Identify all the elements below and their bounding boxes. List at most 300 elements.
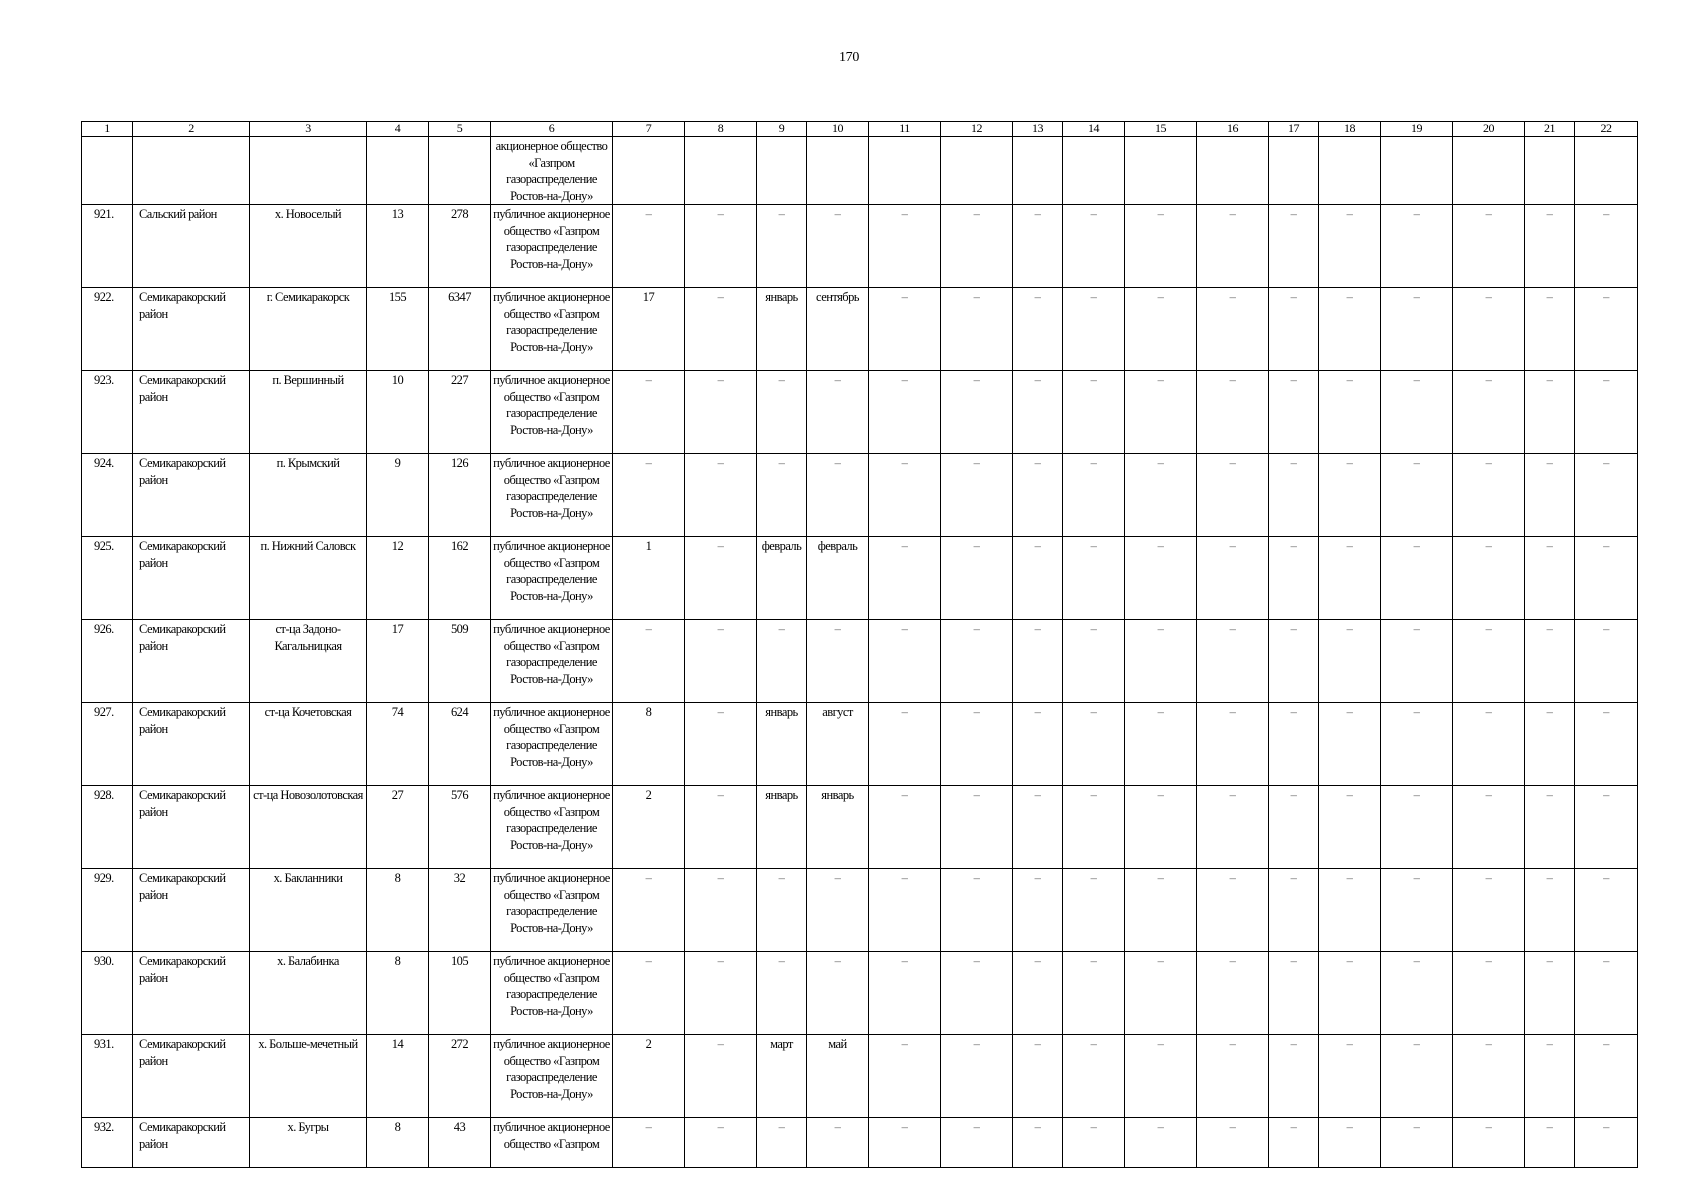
- empty-value-cell: –: [1453, 1035, 1525, 1118]
- value-cell: 2: [613, 1035, 685, 1118]
- empty-value-cell: –: [1319, 288, 1381, 371]
- table-row: [82, 620, 1638, 703]
- settlement-cell: ст-ца Кочетовская: [250, 703, 367, 786]
- value-cell: –: [613, 454, 685, 537]
- empty-value-cell: –: [1381, 371, 1453, 454]
- empty-value-cell: –: [1575, 952, 1638, 1035]
- table-cell: [367, 137, 429, 205]
- settlement-cell: п. Крымский: [250, 454, 367, 537]
- row-number-cell: 926.: [82, 620, 133, 703]
- empty-value-cell: –: [1525, 1118, 1575, 1168]
- column-number: 18: [1319, 122, 1381, 137]
- empty-value-cell: –: [1063, 620, 1125, 703]
- page-number: 170: [838, 50, 860, 65]
- empty-value-cell: –: [1013, 786, 1063, 869]
- empty-value-cell: –: [1125, 288, 1197, 371]
- empty-value-cell: –: [1575, 454, 1638, 537]
- table-cell: [133, 137, 250, 205]
- empty-value-cell: –: [1319, 371, 1381, 454]
- column-number-row: [82, 122, 1638, 137]
- empty-value-cell: –: [1125, 620, 1197, 703]
- quantity-cell: 162: [429, 537, 491, 620]
- start-month-cell: –: [757, 371, 807, 454]
- row-number-cell: 930.: [82, 952, 133, 1035]
- empty-value-cell: –: [1575, 620, 1638, 703]
- column-number: 8: [685, 122, 757, 137]
- settlement-cell: х. Балабинка: [250, 952, 367, 1035]
- empty-value-cell: –: [1063, 952, 1125, 1035]
- column-number: 5: [429, 122, 491, 137]
- end-month-cell: –: [807, 952, 869, 1035]
- count-cell: 14: [367, 1035, 429, 1118]
- empty-value-cell: –: [1575, 1035, 1638, 1118]
- column-number: 17: [1269, 122, 1319, 137]
- empty-value-cell: –: [1197, 205, 1269, 288]
- empty-value-cell: –: [1381, 620, 1453, 703]
- table-cell: [1575, 137, 1638, 205]
- end-month-cell: сентябрь: [807, 288, 869, 371]
- value-cell: 8: [613, 703, 685, 786]
- empty-value-cell: –: [1125, 205, 1197, 288]
- empty-value-cell: –: [1381, 288, 1453, 371]
- empty-value-cell: –: [1381, 454, 1453, 537]
- column-number: 21: [1525, 122, 1575, 137]
- end-month-cell: –: [807, 620, 869, 703]
- quantity-cell: 43: [429, 1118, 491, 1168]
- owner-cell: публичное акционерное общество «Газпром: [491, 1118, 613, 1168]
- empty-value-cell: –: [1269, 620, 1319, 703]
- count-cell: 17: [367, 620, 429, 703]
- owner-cell: акционерное общество «Газпром газораспределение Ростов-на-Дону»: [491, 137, 613, 205]
- empty-value-cell: –: [1381, 205, 1453, 288]
- district-cell: Семикаракорский район: [133, 371, 250, 454]
- start-month-cell: –: [757, 205, 807, 288]
- start-month-cell: –: [757, 952, 807, 1035]
- table-cell: [1381, 137, 1453, 205]
- table-cell: [429, 137, 491, 205]
- owner-cell: публичное акционерное общество «Газпром газораспределение Ростов-на-Дону»: [491, 786, 613, 869]
- empty-value-cell: –: [1063, 205, 1125, 288]
- count-cell: 12: [367, 537, 429, 620]
- empty-value-cell: –: [869, 620, 941, 703]
- value-cell: –: [613, 952, 685, 1035]
- quantity-cell: 105: [429, 952, 491, 1035]
- empty-value-cell: –: [869, 1118, 941, 1168]
- empty-value-cell: –: [1269, 454, 1319, 537]
- settlement-cell: п. Вершинный: [250, 371, 367, 454]
- count-cell: 8: [367, 1118, 429, 1168]
- empty-value-cell: –: [1125, 869, 1197, 952]
- empty-value-cell: –: [1575, 1118, 1638, 1168]
- district-cell: Семикаракорский район: [133, 537, 250, 620]
- empty-value-cell: –: [1453, 1118, 1525, 1168]
- empty-value-cell: –: [1319, 454, 1381, 537]
- empty-value-cell: –: [1063, 1035, 1125, 1118]
- value-cell: –: [685, 205, 757, 288]
- value-cell: 2: [613, 786, 685, 869]
- empty-value-cell: –: [1525, 703, 1575, 786]
- owner-cell: публичное акционерное общество «Газпром газораспределение Ростов-на-Дону»: [491, 952, 613, 1035]
- empty-value-cell: –: [1381, 786, 1453, 869]
- empty-value-cell: –: [941, 454, 1013, 537]
- district-cell: Семикаракорский район: [133, 620, 250, 703]
- empty-value-cell: –: [1197, 869, 1269, 952]
- empty-value-cell: –: [869, 288, 941, 371]
- empty-value-cell: –: [1319, 952, 1381, 1035]
- column-number: 11: [869, 122, 941, 137]
- empty-value-cell: –: [1013, 537, 1063, 620]
- count-cell: 155: [367, 288, 429, 371]
- value-cell: –: [685, 454, 757, 537]
- empty-value-cell: –: [1125, 371, 1197, 454]
- empty-value-cell: –: [1381, 952, 1453, 1035]
- empty-value-cell: –: [1125, 1035, 1197, 1118]
- owner-cell: публичное акционерное общество «Газпром газораспределение Ростов-на-Дону»: [491, 454, 613, 537]
- empty-value-cell: –: [1319, 869, 1381, 952]
- district-cell: Семикаракорский район: [133, 288, 250, 371]
- empty-value-cell: –: [869, 1035, 941, 1118]
- empty-value-cell: –: [1269, 703, 1319, 786]
- table-cell: [1453, 137, 1525, 205]
- value-cell: –: [613, 1118, 685, 1168]
- empty-value-cell: –: [1197, 1118, 1269, 1168]
- table-row: [82, 1118, 1638, 1168]
- empty-value-cell: –: [1013, 869, 1063, 952]
- table-row: [82, 454, 1638, 537]
- empty-value-cell: –: [1575, 786, 1638, 869]
- empty-value-cell: –: [1063, 288, 1125, 371]
- column-number: 4: [367, 122, 429, 137]
- end-month-cell: –: [807, 371, 869, 454]
- empty-value-cell: –: [1525, 371, 1575, 454]
- value-cell: –: [685, 620, 757, 703]
- empty-value-cell: –: [941, 1118, 1013, 1168]
- empty-value-cell: –: [1197, 620, 1269, 703]
- empty-value-cell: –: [1013, 620, 1063, 703]
- start-month-cell: –: [757, 1118, 807, 1168]
- empty-value-cell: –: [941, 703, 1013, 786]
- table-cell: [1525, 137, 1575, 205]
- empty-value-cell: –: [1453, 786, 1525, 869]
- empty-value-cell: –: [941, 952, 1013, 1035]
- table-cell: [941, 137, 1013, 205]
- table-cell: [807, 137, 869, 205]
- table-cell: [613, 137, 685, 205]
- empty-value-cell: –: [1453, 288, 1525, 371]
- owner-cell: публичное акционерное общество «Газпром газораспределение Ростов-на-Дону»: [491, 205, 613, 288]
- value-cell: 17: [613, 288, 685, 371]
- empty-value-cell: –: [869, 786, 941, 869]
- empty-value-cell: –: [1197, 952, 1269, 1035]
- start-month-cell: январь: [757, 786, 807, 869]
- value-cell: –: [685, 703, 757, 786]
- row-number-cell: 927.: [82, 703, 133, 786]
- empty-value-cell: –: [1197, 786, 1269, 869]
- column-number: 12: [941, 122, 1013, 137]
- column-number: 20: [1453, 122, 1525, 137]
- empty-value-cell: –: [1525, 620, 1575, 703]
- end-month-cell: –: [807, 205, 869, 288]
- empty-value-cell: –: [1575, 703, 1638, 786]
- district-cell: Семикаракорский район: [133, 1035, 250, 1118]
- quantity-cell: 6347: [429, 288, 491, 371]
- table-row: [82, 1035, 1638, 1118]
- empty-value-cell: –: [941, 288, 1013, 371]
- count-cell: 9: [367, 454, 429, 537]
- empty-value-cell: –: [1063, 371, 1125, 454]
- quantity-cell: 509: [429, 620, 491, 703]
- empty-value-cell: –: [1525, 288, 1575, 371]
- empty-value-cell: –: [1269, 952, 1319, 1035]
- end-month-cell: май: [807, 1035, 869, 1118]
- empty-value-cell: –: [1063, 786, 1125, 869]
- empty-value-cell: –: [1319, 1035, 1381, 1118]
- settlement-cell: г. Семикаракорск: [250, 288, 367, 371]
- column-number: 2: [133, 122, 250, 137]
- empty-value-cell: –: [1453, 952, 1525, 1035]
- row-number-cell: 931.: [82, 1035, 133, 1118]
- quantity-cell: 126: [429, 454, 491, 537]
- row-number-cell: 929.: [82, 869, 133, 952]
- start-month-cell: январь: [757, 703, 807, 786]
- empty-value-cell: –: [1381, 1118, 1453, 1168]
- empty-value-cell: –: [1013, 703, 1063, 786]
- empty-value-cell: –: [869, 537, 941, 620]
- value-cell: –: [685, 1118, 757, 1168]
- empty-value-cell: –: [941, 869, 1013, 952]
- value-cell: –: [685, 537, 757, 620]
- empty-value-cell: –: [1319, 620, 1381, 703]
- start-month-cell: –: [757, 620, 807, 703]
- empty-value-cell: –: [1125, 454, 1197, 537]
- table-cell: [685, 137, 757, 205]
- empty-value-cell: –: [1197, 454, 1269, 537]
- count-cell: 8: [367, 952, 429, 1035]
- empty-value-cell: –: [1269, 1118, 1319, 1168]
- column-number: 22: [1575, 122, 1638, 137]
- row-number-cell: 925.: [82, 537, 133, 620]
- value-cell: 1: [613, 537, 685, 620]
- owner-cell: публичное акционерное общество «Газпром газораспределение Ростов-на-Дону»: [491, 869, 613, 952]
- empty-value-cell: –: [1269, 371, 1319, 454]
- empty-value-cell: –: [1063, 869, 1125, 952]
- settlement-cell: х. Новоселый: [250, 205, 367, 288]
- column-number: 16: [1197, 122, 1269, 137]
- settlement-cell: п. Нижний Саловск: [250, 537, 367, 620]
- start-month-cell: –: [757, 454, 807, 537]
- row-number-cell: 923.: [82, 371, 133, 454]
- empty-value-cell: –: [1381, 1035, 1453, 1118]
- count-cell: 13: [367, 205, 429, 288]
- empty-value-cell: –: [1269, 869, 1319, 952]
- value-cell: –: [685, 1035, 757, 1118]
- empty-value-cell: –: [869, 952, 941, 1035]
- value-cell: –: [613, 205, 685, 288]
- start-month-cell: –: [757, 869, 807, 952]
- district-cell: Семикаракорский район: [133, 952, 250, 1035]
- row-number-cell: 922.: [82, 288, 133, 371]
- table-row: [82, 786, 1638, 869]
- empty-value-cell: –: [1319, 205, 1381, 288]
- empty-value-cell: –: [1575, 205, 1638, 288]
- empty-value-cell: –: [1319, 703, 1381, 786]
- empty-value-cell: –: [1381, 703, 1453, 786]
- end-month-cell: –: [807, 454, 869, 537]
- empty-value-cell: –: [1525, 454, 1575, 537]
- end-month-cell: январь: [807, 786, 869, 869]
- empty-value-cell: –: [1525, 537, 1575, 620]
- table-cell: [757, 137, 807, 205]
- table-cell: [82, 137, 133, 205]
- table-cell: [1125, 137, 1197, 205]
- empty-value-cell: –: [1063, 703, 1125, 786]
- owner-cell: публичное акционерное общество «Газпром газораспределение Ростов-на-Дону»: [491, 1035, 613, 1118]
- settlement-cell: х. Бакланники: [250, 869, 367, 952]
- empty-value-cell: –: [1319, 1118, 1381, 1168]
- column-number: 13: [1013, 122, 1063, 137]
- empty-value-cell: –: [1381, 537, 1453, 620]
- empty-value-cell: –: [1125, 786, 1197, 869]
- empty-value-cell: –: [1269, 537, 1319, 620]
- empty-value-cell: –: [1197, 1035, 1269, 1118]
- quantity-cell: 624: [429, 703, 491, 786]
- empty-value-cell: –: [1063, 454, 1125, 537]
- empty-value-cell: –: [1269, 288, 1319, 371]
- quantity-cell: 32: [429, 869, 491, 952]
- value-cell: –: [613, 869, 685, 952]
- empty-value-cell: –: [1525, 1035, 1575, 1118]
- empty-value-cell: –: [1575, 537, 1638, 620]
- owner-cell: публичное акционерное общество «Газпром газораспределение Ростов-на-Дону»: [491, 620, 613, 703]
- column-number: 9: [757, 122, 807, 137]
- column-number: 6: [491, 122, 613, 137]
- row-number-cell: 921.: [82, 205, 133, 288]
- empty-value-cell: –: [1013, 288, 1063, 371]
- count-cell: 74: [367, 703, 429, 786]
- empty-value-cell: –: [1269, 786, 1319, 869]
- column-number: 10: [807, 122, 869, 137]
- value-cell: –: [613, 371, 685, 454]
- empty-value-cell: –: [1125, 952, 1197, 1035]
- value-cell: –: [685, 288, 757, 371]
- owner-cell: публичное акционерное общество «Газпром газораспределение Ростов-на-Дону»: [491, 371, 613, 454]
- end-month-cell: –: [807, 1118, 869, 1168]
- empty-value-cell: –: [1525, 205, 1575, 288]
- empty-value-cell: –: [1319, 537, 1381, 620]
- table-cell: [1063, 137, 1125, 205]
- empty-value-cell: –: [1063, 1118, 1125, 1168]
- district-cell: Семикаракорский район: [133, 703, 250, 786]
- empty-value-cell: –: [941, 1035, 1013, 1118]
- empty-value-cell: –: [1013, 1118, 1063, 1168]
- column-number: 3: [250, 122, 367, 137]
- empty-value-cell: –: [1013, 371, 1063, 454]
- value-cell: –: [685, 869, 757, 952]
- table-row: [82, 869, 1638, 952]
- column-number: 19: [1381, 122, 1453, 137]
- empty-value-cell: –: [1453, 371, 1525, 454]
- empty-value-cell: –: [1013, 1035, 1063, 1118]
- count-cell: 27: [367, 786, 429, 869]
- owner-cell: публичное акционерное общество «Газпром газораспределение Ростов-на-Дону»: [491, 537, 613, 620]
- empty-value-cell: –: [869, 205, 941, 288]
- empty-value-cell: –: [941, 205, 1013, 288]
- empty-value-cell: –: [1453, 205, 1525, 288]
- table-row: [82, 537, 1638, 620]
- empty-value-cell: –: [1269, 1035, 1319, 1118]
- register-table: [81, 121, 1638, 1168]
- empty-value-cell: –: [869, 371, 941, 454]
- row-number-cell: 932.: [82, 1118, 133, 1168]
- empty-value-cell: –: [1197, 703, 1269, 786]
- owner-cell: публичное акционерное общество «Газпром газораспределение Ростов-на-Дону»: [491, 288, 613, 371]
- row-number-cell: 924.: [82, 454, 133, 537]
- empty-value-cell: –: [941, 786, 1013, 869]
- table-cell: [1269, 137, 1319, 205]
- district-cell: Семикаракорский район: [133, 786, 250, 869]
- value-cell: –: [685, 786, 757, 869]
- empty-value-cell: –: [941, 537, 1013, 620]
- start-month-cell: март: [757, 1035, 807, 1118]
- district-cell: Семикаракорский район: [133, 454, 250, 537]
- table-cell: [1013, 137, 1063, 205]
- start-month-cell: январь: [757, 288, 807, 371]
- end-month-cell: август: [807, 703, 869, 786]
- value-cell: –: [685, 371, 757, 454]
- table-cell: [1319, 137, 1381, 205]
- table-cell: [869, 137, 941, 205]
- empty-value-cell: –: [1197, 288, 1269, 371]
- column-number: 7: [613, 122, 685, 137]
- table-cell: [250, 137, 367, 205]
- end-month-cell: февраль: [807, 537, 869, 620]
- settlement-cell: ст-ца Задоно-Кагальницкая: [250, 620, 367, 703]
- empty-value-cell: –: [1013, 205, 1063, 288]
- column-number: 15: [1125, 122, 1197, 137]
- column-number: 1: [82, 122, 133, 137]
- empty-value-cell: –: [869, 869, 941, 952]
- district-cell: Сальский район: [133, 205, 250, 288]
- empty-value-cell: –: [1525, 869, 1575, 952]
- empty-value-cell: –: [1453, 703, 1525, 786]
- empty-value-cell: –: [1453, 454, 1525, 537]
- empty-value-cell: –: [1013, 952, 1063, 1035]
- district-cell: Семикаракорский район: [133, 869, 250, 952]
- settlement-cell: х. Бугры: [250, 1118, 367, 1168]
- quantity-cell: 576: [429, 786, 491, 869]
- settlement-cell: ст-ца Новозолотовская: [250, 786, 367, 869]
- quantity-cell: 278: [429, 205, 491, 288]
- settlement-cell: х. Больше-мечетный: [250, 1035, 367, 1118]
- empty-value-cell: –: [1125, 537, 1197, 620]
- empty-value-cell: –: [1063, 537, 1125, 620]
- empty-value-cell: –: [941, 620, 1013, 703]
- row-number-cell: 928.: [82, 786, 133, 869]
- table-row: [82, 371, 1638, 454]
- count-cell: 8: [367, 869, 429, 952]
- empty-value-cell: –: [869, 703, 941, 786]
- empty-value-cell: –: [1125, 703, 1197, 786]
- empty-value-cell: –: [1197, 537, 1269, 620]
- empty-value-cell: –: [1525, 786, 1575, 869]
- end-month-cell: –: [807, 869, 869, 952]
- continuation-row: [82, 137, 1638, 205]
- quantity-cell: 227: [429, 371, 491, 454]
- table-cell: [1197, 137, 1269, 205]
- value-cell: –: [613, 620, 685, 703]
- start-month-cell: февраль: [757, 537, 807, 620]
- empty-value-cell: –: [941, 371, 1013, 454]
